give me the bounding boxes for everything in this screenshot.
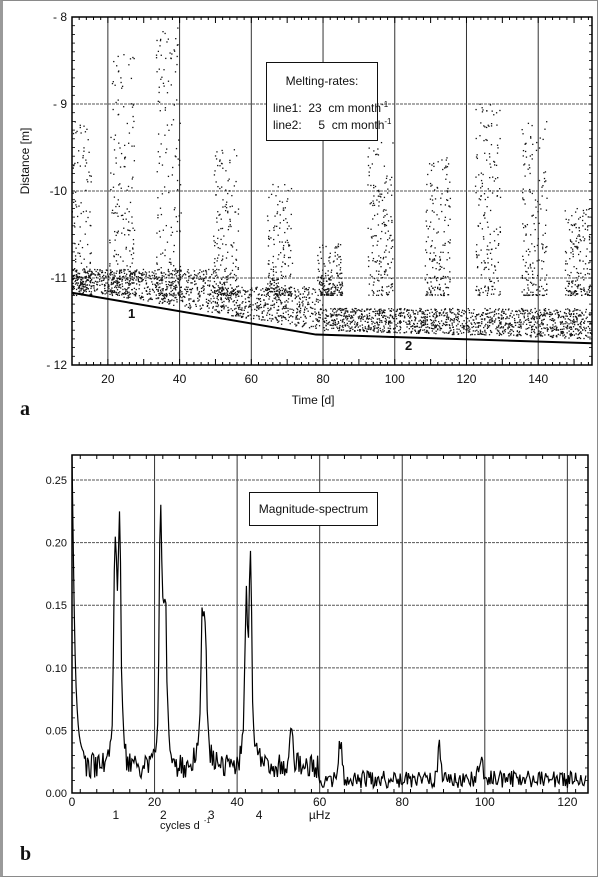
x-tick-label: 60 [313, 795, 327, 809]
y-tick-label: 0.05 [45, 725, 67, 738]
cycle-axis-label: cycles d [160, 820, 200, 832]
x-axis-label: Time [d] [291, 393, 335, 407]
x-tick-label: 120 [557, 795, 578, 809]
y-tick-label: 0.25 [45, 475, 67, 488]
melting-rates-legend [266, 62, 392, 141]
x-tick-label: 80 [395, 795, 409, 809]
x-tick-label: 20 [101, 372, 115, 386]
x-tick-label: 120 [456, 372, 477, 386]
x-tick-label: 80 [316, 372, 330, 386]
line-label-2: 2 [405, 338, 413, 353]
cycle-tick-label: 3 [207, 808, 215, 822]
legend-line2: line2: 5 cm month$^{-1}$ [273, 117, 392, 132]
x-tick-label: 20 [147, 795, 162, 809]
x-tick-label: 0 [68, 795, 76, 809]
legend-line1: line1: 23 cm month$^{-1}$ [273, 100, 389, 115]
y-tick-label: 0.00 [45, 788, 67, 800]
y-tick-label: 0.15 [45, 600, 67, 613]
y-tick-label: -10 [49, 184, 67, 198]
y-tick-label: 0.20 [45, 537, 67, 550]
y-tick-label: 0.10 [45, 662, 67, 675]
x-unit-label: µHz [308, 808, 331, 822]
y-tick-label: -11 [50, 271, 67, 285]
panel-letter-b: b [20, 843, 32, 865]
legend-title: Melting-rates: [285, 74, 359, 88]
y-axis-label: Distance [m] [18, 127, 32, 195]
cycle-tick-label: 2 [160, 808, 167, 822]
x-tick-label: 140 [528, 372, 549, 386]
y-tick-label: - 12 [46, 358, 67, 372]
x-tick-label: 60 [244, 372, 258, 386]
y-tick-label: - 9 [52, 97, 67, 111]
x-tick-label: 40 [172, 372, 187, 386]
magnitude-spectrum-legend: Magnitude-spectrum [249, 492, 378, 526]
y-tick-label: - 8 [52, 10, 67, 24]
panel-letter-a: a [20, 398, 30, 420]
line-label-1: 1 [128, 306, 136, 321]
cycle-tick-label: 1 [112, 808, 120, 822]
x-tick-label: 100 [384, 372, 405, 386]
cycle-tick-label: 4 [255, 808, 263, 822]
x-tick-label: 40 [230, 795, 244, 809]
x-tick-label: 100 [474, 795, 495, 809]
cycle-axis-sup: -1 [204, 818, 211, 825]
